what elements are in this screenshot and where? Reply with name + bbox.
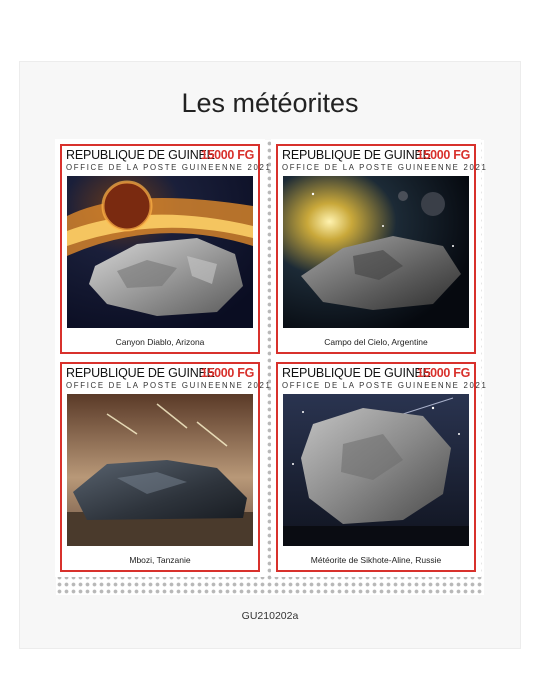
- stamp-office: OFFICE DE LA POSTE GUINEENNE 2021: [66, 163, 272, 172]
- stamp-campo-del-cielo: [276, 144, 488, 354]
- stamp-sikhote-aline: [276, 362, 488, 572]
- stamp-caption: Canyon Diablo, Arizona: [115, 337, 205, 347]
- stamp-country: REPUBLIQUE DE GUINEE: [66, 366, 215, 380]
- stamp-frame: [276, 144, 488, 354]
- stamp-picture-campo-del-cielo: [283, 176, 469, 328]
- stamp-office: OFFICE DE LA POSTE GUINEENNE 2021: [66, 381, 272, 390]
- stamp-value: 15000 FG: [200, 366, 254, 380]
- perforated-stamp-block: [56, 140, 488, 595]
- stamp-caption: Météorite de Sikhote-Aline, Russie: [310, 555, 442, 565]
- stamp-caption: Campo del Cielo, Argentine: [324, 337, 428, 347]
- stamp-caption: Mbozi, Tanzanie: [129, 555, 191, 565]
- stamp-frame: [60, 362, 272, 572]
- stamp-mbozi: [60, 362, 272, 572]
- stamp-country: REPUBLIQUE DE GUINEE: [282, 366, 431, 380]
- sheet-code: GU210202a: [241, 610, 299, 622]
- stamp-value: 15000 FG: [416, 148, 470, 162]
- stamp-value: 15000 FG: [416, 366, 470, 380]
- souvenir-sheet: [20, 62, 520, 648]
- stamp-office: OFFICE DE LA POSTE GUINEENNE 2021: [282, 381, 488, 390]
- stamp-canyon-diablo: [60, 144, 272, 354]
- stamp-country: REPUBLIQUE DE GUINEE: [282, 148, 431, 162]
- stamp-frame: [276, 362, 488, 572]
- stamp-value: 15000 FG: [200, 148, 254, 162]
- sheet-title: Les météorites: [181, 88, 359, 118]
- stamp-frame: [60, 144, 272, 354]
- stamp-picture-sikhote-aline: [283, 394, 469, 546]
- stamp-picture-mbozi: [67, 394, 253, 546]
- stamp-country: REPUBLIQUE DE GUINEE: [66, 148, 215, 162]
- stamp-office: OFFICE DE LA POSTE GUINEENNE 2021: [282, 163, 488, 172]
- stamp-picture-canyon-diablo: [67, 176, 253, 328]
